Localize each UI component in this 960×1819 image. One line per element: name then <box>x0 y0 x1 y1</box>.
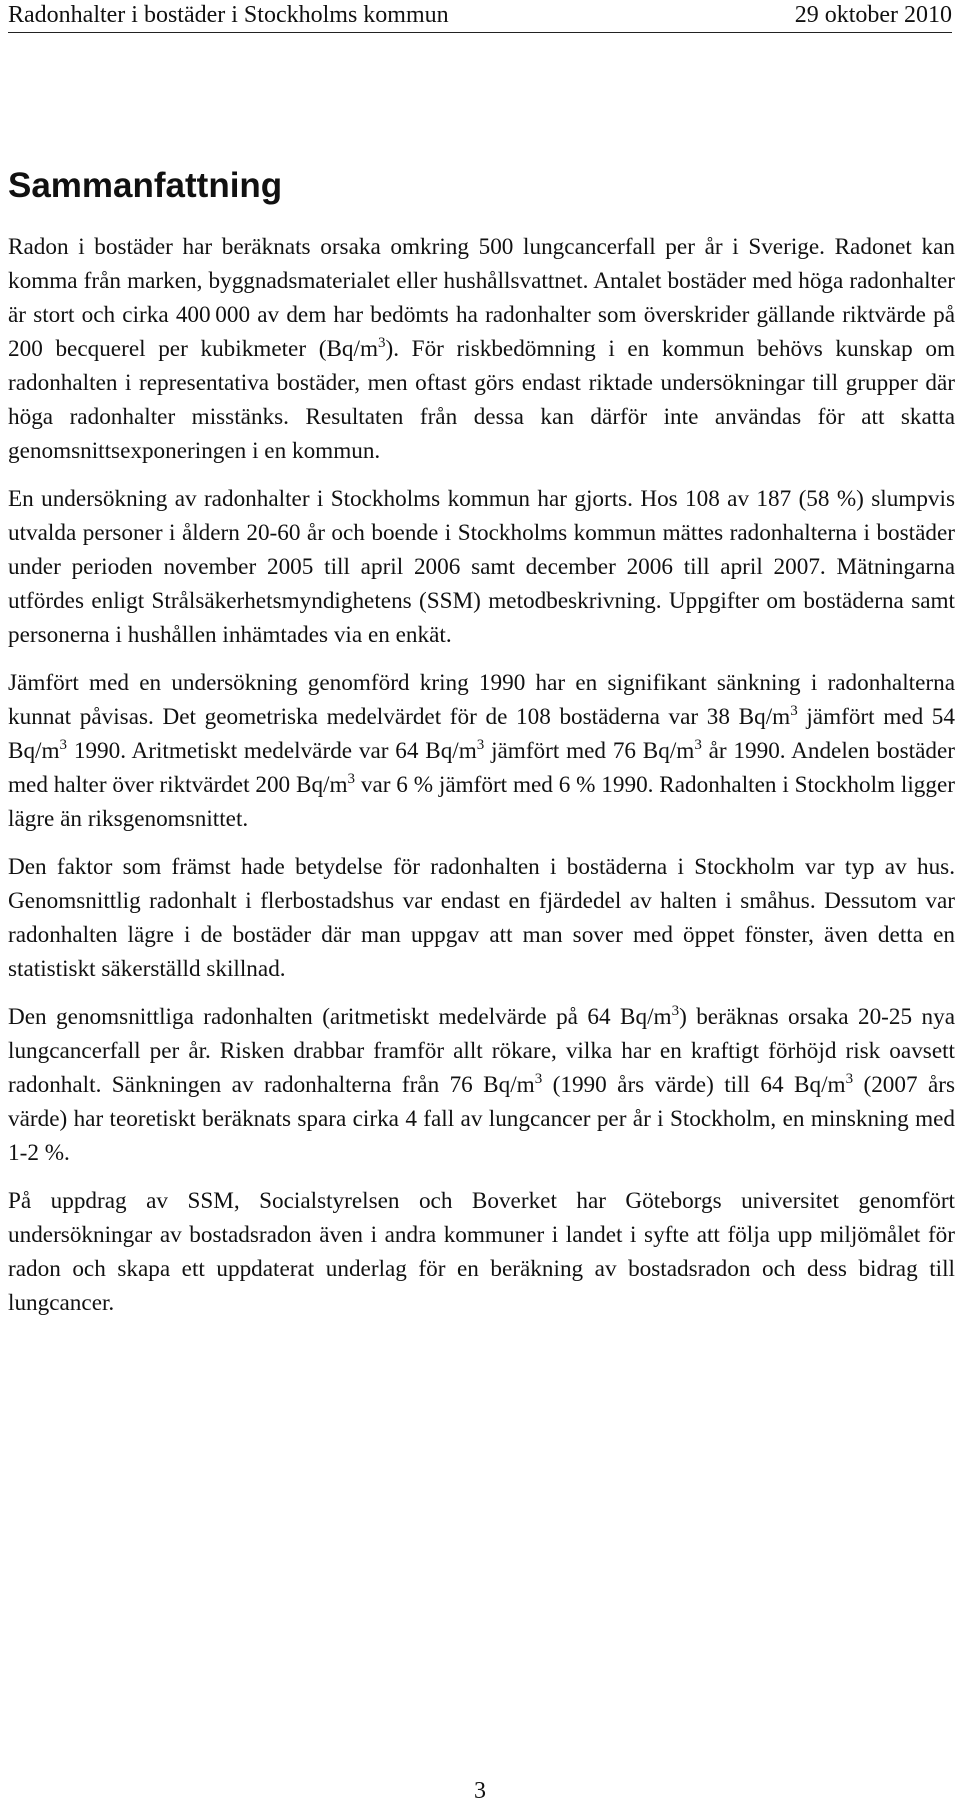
superscript: 3 <box>378 335 386 351</box>
paragraph-1-text-a: Radon i bostäder har beräknats orsaka omkring 500 lungcancerfall per år i Sverige. Radonet kan komma från marken, byggnadsmaterialet eller hushållsvattnet. Antalet bostäder med höga radonhalter är stort och cirka 400 000 av dem har bedömts ha radonhalter som överskrider gällande riktvärde på 200 becquerel per kubikmeter (Bq/m <box>8 234 955 362</box>
superscript: 3 <box>694 737 702 753</box>
superscript: 3 <box>534 1071 543 1087</box>
paragraph-3-text-a: Jämfört med en undersökning genomförd kring 1990 har en signifikant sänkning i radonhalterna kunnat påvisas. Det geometriska medelvärdet för de 108 bostäderna var 38 Bq/m <box>8 670 955 730</box>
header-date: 29 oktober 2010 <box>794 2 952 28</box>
running-header <box>8 0 952 34</box>
superscript: 3 <box>790 703 798 719</box>
header-rule <box>8 32 952 33</box>
paragraph-6: På uppdrag av SSM, Socialstyrelsen och Boverket har Göteborgs universitet genomfört undersökningar av bostadsradon även i andra kommuner i landet i syfte att följa upp miljömålet för radon och skapa ett uppdaterat underlag för en beräkning av bostadsradon och dess bidrag till lungcancer. <box>8 1188 955 1316</box>
paragraph-3-text-c: 1990. Aritmetiskt medelvärde var 64 Bq/m <box>67 738 477 764</box>
superscript: 3 <box>59 737 68 753</box>
superscript: 3 <box>476 737 485 753</box>
superscript: 3 <box>845 1071 854 1087</box>
paragraph-3 <box>8 666 955 836</box>
paragraph-3-text-e: år 1990. Andelen bostäder med halter över riktvärdet 200 Bq/m <box>8 738 956 798</box>
paragraph-5 <box>8 1000 955 1170</box>
paragraph-5-text-d: (2007 års värde) har teoretiskt beräknats spara cirka 4 fall av lungcancer per år i Stockholm, en minskning med 1-2 %. <box>8 1072 956 1166</box>
paragraph-2: En undersökning av radonhalter i Stockholms kommun har gjorts. Hos 108 av 187 (58 %) slumpvis utvalda personer i åldern 20-60 år och boende i Stockholms kommun mättes radonhalterna i bostäder under perioden november 2005 till april 2006 samt december 2006 till april 2007. Mätningarna utfördes enligt Strålsäkerhetsmyndighetens (SSM) metodbeskrivning. Uppgifter om bostäderna samt personerna i hushållen inhämtades via en enkät. <box>8 486 955 648</box>
paragraph-1-text-b: ). För riskbedömning i en kommun behövs kunskap om radonhalten i representativa bostäder, men oftast görs endast riktade undersökningar till grupper där höga radonhalter misstänks. Resultaten från dessa kan därför inte användas för att skatta genomsnittsexponeringen i en kommun. <box>8 336 955 464</box>
paragraph-4: Den faktor som främst hade betydelse för radonhalten i bostäderna i Stockholm var typ av hus. Genomsnittlig radonhalt i flerbostadshus var endast en fjärdedel av halten i småhus. Dessutom var radonhalten lägre i de bostäder där man uppgav att man sover med öppet fönster, även detta en statistiskt säkerställd skillnad. <box>8 854 955 982</box>
paragraph-5-text-b: ) beräknas orsaka 20-25 nya lungcancerfall per år. Risken drabbar framför allt rökare, vilka har en kraftigt förhöjd risk oavsett radonhalt. Sänkningen av radonhalterna från 76 Bq/m <box>8 1004 955 1098</box>
page-content <box>8 166 956 1334</box>
paragraph-5-text-a: Den genomsnittliga radonhalten (aritmetiskt medelvärde på 64 Bq/m <box>8 1004 672 1030</box>
paragraph-5-text-c: (1990 års värde) till 64 Bq/m <box>542 1072 846 1098</box>
page-number: 3 <box>474 1778 486 1804</box>
paragraph-3-text-b: jämfört med 54 Bq/m <box>8 704 955 764</box>
section-title: Sammanfattning <box>8 166 283 205</box>
header-document-title: Radonhalter i bostäder i Stockholms kommun <box>8 2 449 28</box>
superscript: 3 <box>347 771 356 787</box>
paragraph-1 <box>8 230 955 468</box>
paragraph-3-text-f: var 6 % jämfört med 6 % 1990. Radonhalten i Stockholm ligger lägre än riksgenomsnittet. <box>8 772 955 832</box>
paragraph-3-text-d: jämfört med 76 Bq/m <box>484 738 695 764</box>
superscript: 3 <box>671 1003 680 1019</box>
